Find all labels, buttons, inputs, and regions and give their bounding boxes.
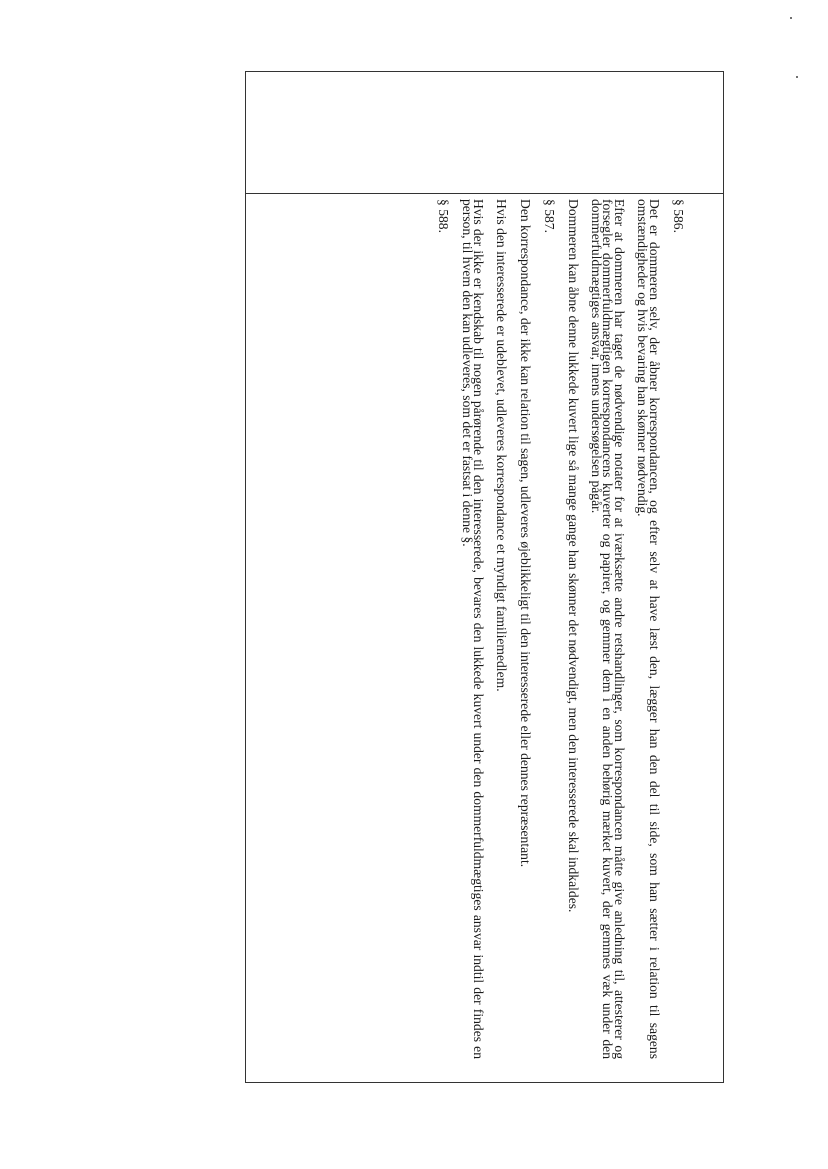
paragraph: Dommeren kan åbne denne lukkede kuvert lige så mange gange han skønner det nødvendigt, men den interesserede skal indkaldes. <box>565 199 581 913</box>
section-heading: § 586. <box>671 199 686 233</box>
paragraph: Hvis der ikke er kendskab til nogen pårørende til den interesserede, bevares den lukkede kuvert under den dommerfuldmægtiges ansvar indtil der findes en person, til hvem den kan udleveres, som det er fastsat i denne §. <box>459 199 486 1059</box>
section-heading: § 588. <box>436 199 452 233</box>
frame-divider <box>246 193 723 194</box>
paragraph: Efter at dommeren har taget de nødvendige notater for at iværksætte andre retshandlinger, som korrespondancen måtte give anledning til, attesterer og forsegler dommerfuldmægtigen korrespondancens kuverter og papirer, og gemmer dem i en anden behørig mærket kuvert, der gemmes væk under den dommerfuldmægtiges ansvar, imens undersøgelsen pågår. <box>588 199 627 1059</box>
rotated-text-block <box>258 199 722 1059</box>
paragraph: Den korrespondance, der ikke kan relation til sagen, udleveres øjeblikkeligt til den interesserede eller dennes repræsentant. <box>517 199 533 868</box>
section-heading: § 587. <box>542 199 558 233</box>
scan-speck <box>796 76 798 78</box>
paragraph: Det er dommeren selv, der åbner korrespondancen, og efter selv at have læst den, lægger han den del til side, som han sætter i relation til sagens omstændigheder og hvis bevaring han skønner nødvendig. <box>635 199 662 1059</box>
scan-speck <box>790 17 792 19</box>
paragraph: Hvis den interesserede er udeblevet, udleveres korrespondance et myndigt familiemedlem. <box>494 199 510 692</box>
